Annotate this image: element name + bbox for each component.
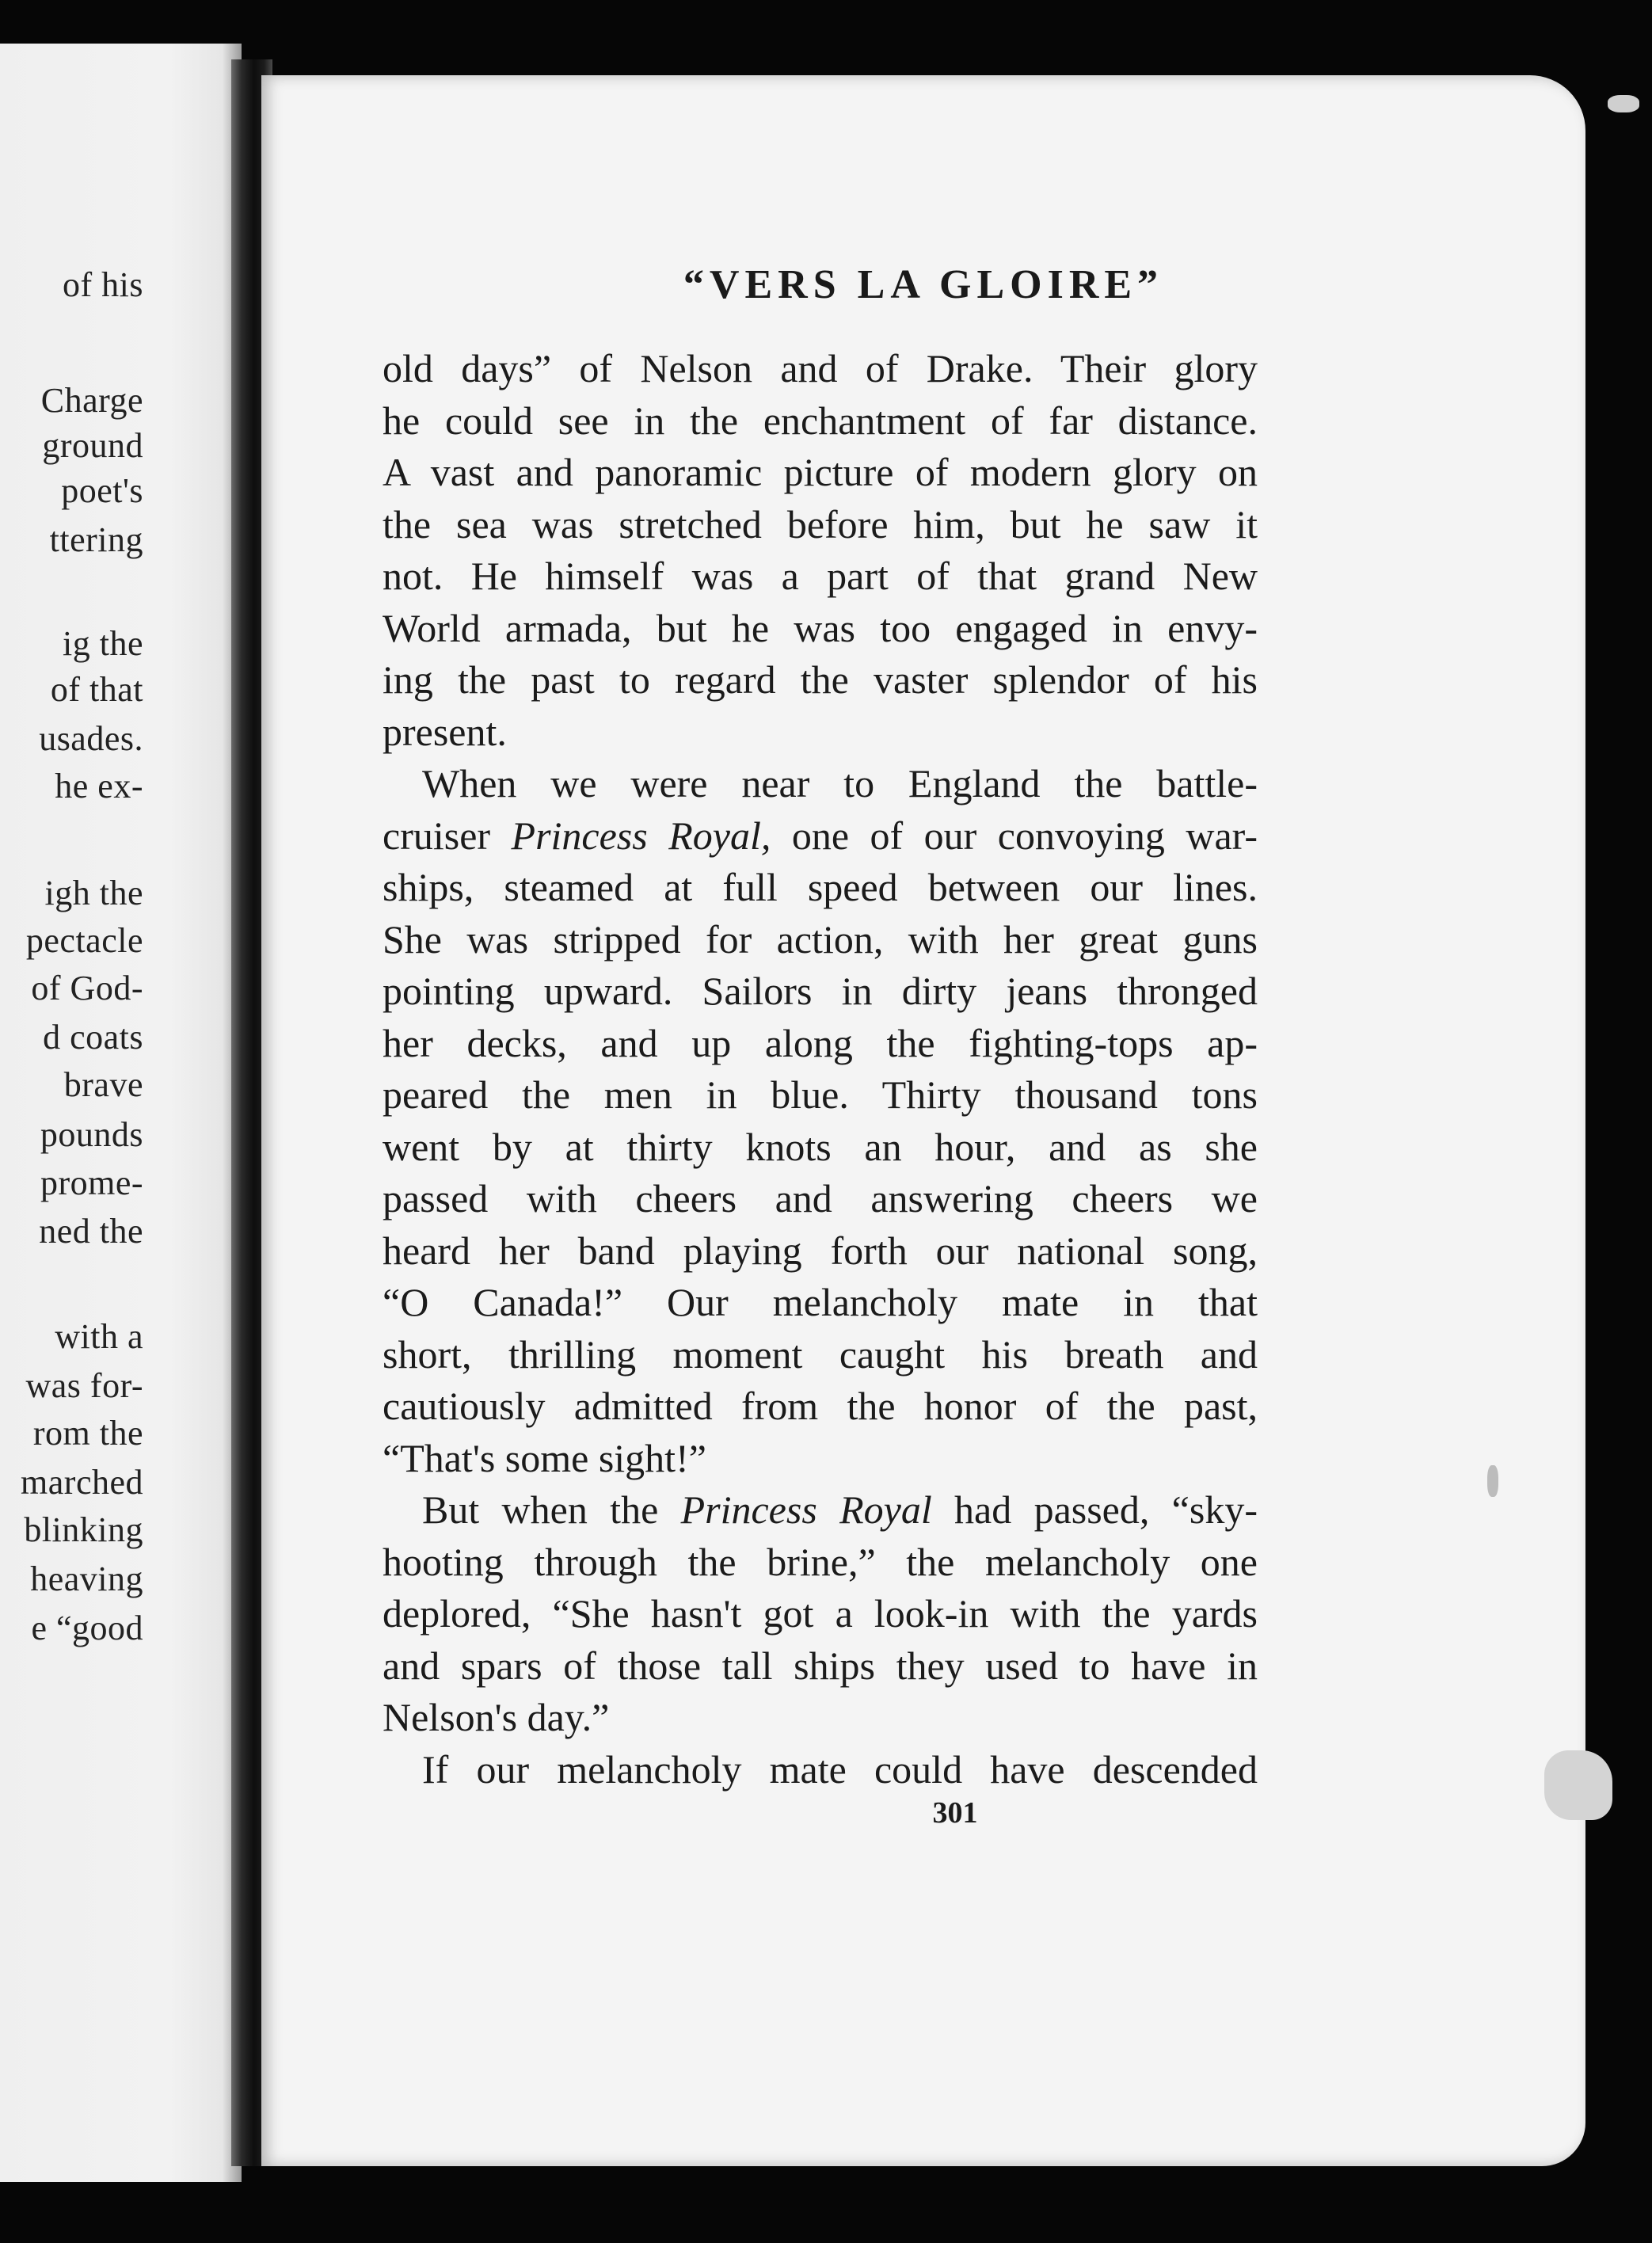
body-text-line: A vast and panoramic picture of modern glory on xyxy=(383,450,1258,494)
text-run: one of our convoying war- xyxy=(771,813,1258,858)
running-head: “VERS LA GLOIRE” xyxy=(683,262,1164,307)
page-number: 301 xyxy=(932,1796,978,1830)
body-text-line xyxy=(383,813,1258,858)
left-page-line: d coats xyxy=(43,1018,143,1057)
scan-debris-bottom xyxy=(1544,1750,1612,1820)
text-run: But when the xyxy=(422,1487,681,1532)
left-page-line: rom the xyxy=(32,1414,143,1453)
body-text-line: deplored, “She hasn't got a look-in with the yards xyxy=(383,1591,1258,1636)
left-page-line: poet's xyxy=(61,471,143,510)
left-page-line: marched xyxy=(21,1463,143,1502)
body-text-line: If our melancholy mate could have descended xyxy=(422,1746,1258,1792)
body-text-line: When we were near to England the battle- xyxy=(422,761,1258,805)
left-page-line: ground xyxy=(42,426,143,465)
ship-name-italic: Princess Royal xyxy=(680,1487,932,1532)
body-text-line xyxy=(422,1487,1258,1532)
left-page-line: e “good xyxy=(31,1609,143,1647)
body-text-line: not. He himself was a part of that grand New xyxy=(383,554,1258,598)
body-text-line: cautiously admitted from the honor of the past, xyxy=(383,1384,1258,1428)
body-text-line: peared the men in blue. Thirty thousand tons xyxy=(383,1072,1258,1117)
body-text-line: hooting through the brine,” the melancholy one xyxy=(383,1539,1258,1584)
text-run: cruiser xyxy=(383,813,512,858)
left-page-line: heaving xyxy=(30,1559,143,1598)
body-text-line: he could see in the enchantment of far distance. xyxy=(383,398,1258,443)
right-page xyxy=(261,75,1585,2166)
left-page-line: pectacle xyxy=(25,921,143,960)
text-run: had passed, “sky- xyxy=(931,1487,1258,1532)
left-page-line: of his xyxy=(63,265,143,304)
body-text-line: the sea was stretched before him, but he saw it xyxy=(383,501,1258,546)
body-text-line: went by at thirty knots an hour, and as she xyxy=(383,1124,1258,1169)
left-page-line: pounds xyxy=(40,1115,143,1154)
left-facing-page xyxy=(0,44,242,2182)
left-page-line: of God- xyxy=(31,969,143,1007)
left-page-line: prome- xyxy=(40,1163,143,1202)
body-text-line: present. xyxy=(383,709,507,754)
left-page-line: with a xyxy=(55,1317,143,1356)
left-page-line: blinking xyxy=(24,1510,143,1549)
body-text-line: short, thrilling moment caught his breath and xyxy=(383,1331,1258,1377)
body-text-line: old days” of Nelson and of Drake. Their glory xyxy=(383,346,1258,390)
left-page-line: usades. xyxy=(39,719,143,758)
body-text-line: World armada, but he was too engaged in envy- xyxy=(383,605,1258,650)
body-text-line: ing the past to regard the vaster splendor of his xyxy=(383,657,1258,702)
scan-debris-middle xyxy=(1487,1465,1498,1497)
body-text-line: She was stripped for action, with her great guns xyxy=(383,916,1258,962)
body-text-line: “That's some sight!” xyxy=(383,1435,706,1480)
left-page-line: of that xyxy=(50,670,143,709)
body-text-line: ships, steamed at full speed between our lines. xyxy=(383,865,1258,909)
left-page-line: he ex- xyxy=(55,767,143,805)
body-text-line: pointing upward. Sailors in dirty jeans thronged xyxy=(383,969,1258,1013)
left-page-line: brave xyxy=(63,1065,143,1104)
ship-name-italic: Princess Royal, xyxy=(511,813,771,858)
left-page-line: ttering xyxy=(49,520,143,559)
left-page-line: igh the xyxy=(44,874,143,912)
left-page-line: was for- xyxy=(25,1366,143,1405)
body-text-line: heard her band playing forth our national song, xyxy=(383,1228,1258,1273)
scan-debris-top xyxy=(1608,95,1639,112)
body-text-line: her decks, and up along the fighting-tops ap- xyxy=(383,1020,1258,1065)
body-text-line: and spars of those tall ships they used to have in xyxy=(383,1643,1258,1688)
left-page-line: ig the xyxy=(63,624,143,663)
body-text-line: “O Canada!” Our melancholy mate in that xyxy=(383,1280,1258,1324)
body-text-line: Nelson's day.” xyxy=(383,1695,610,1739)
body-text-line: passed with cheers and answering cheers we xyxy=(383,1176,1258,1221)
left-page-line: ned the xyxy=(39,1212,143,1251)
left-page-line: Charge xyxy=(40,381,143,420)
